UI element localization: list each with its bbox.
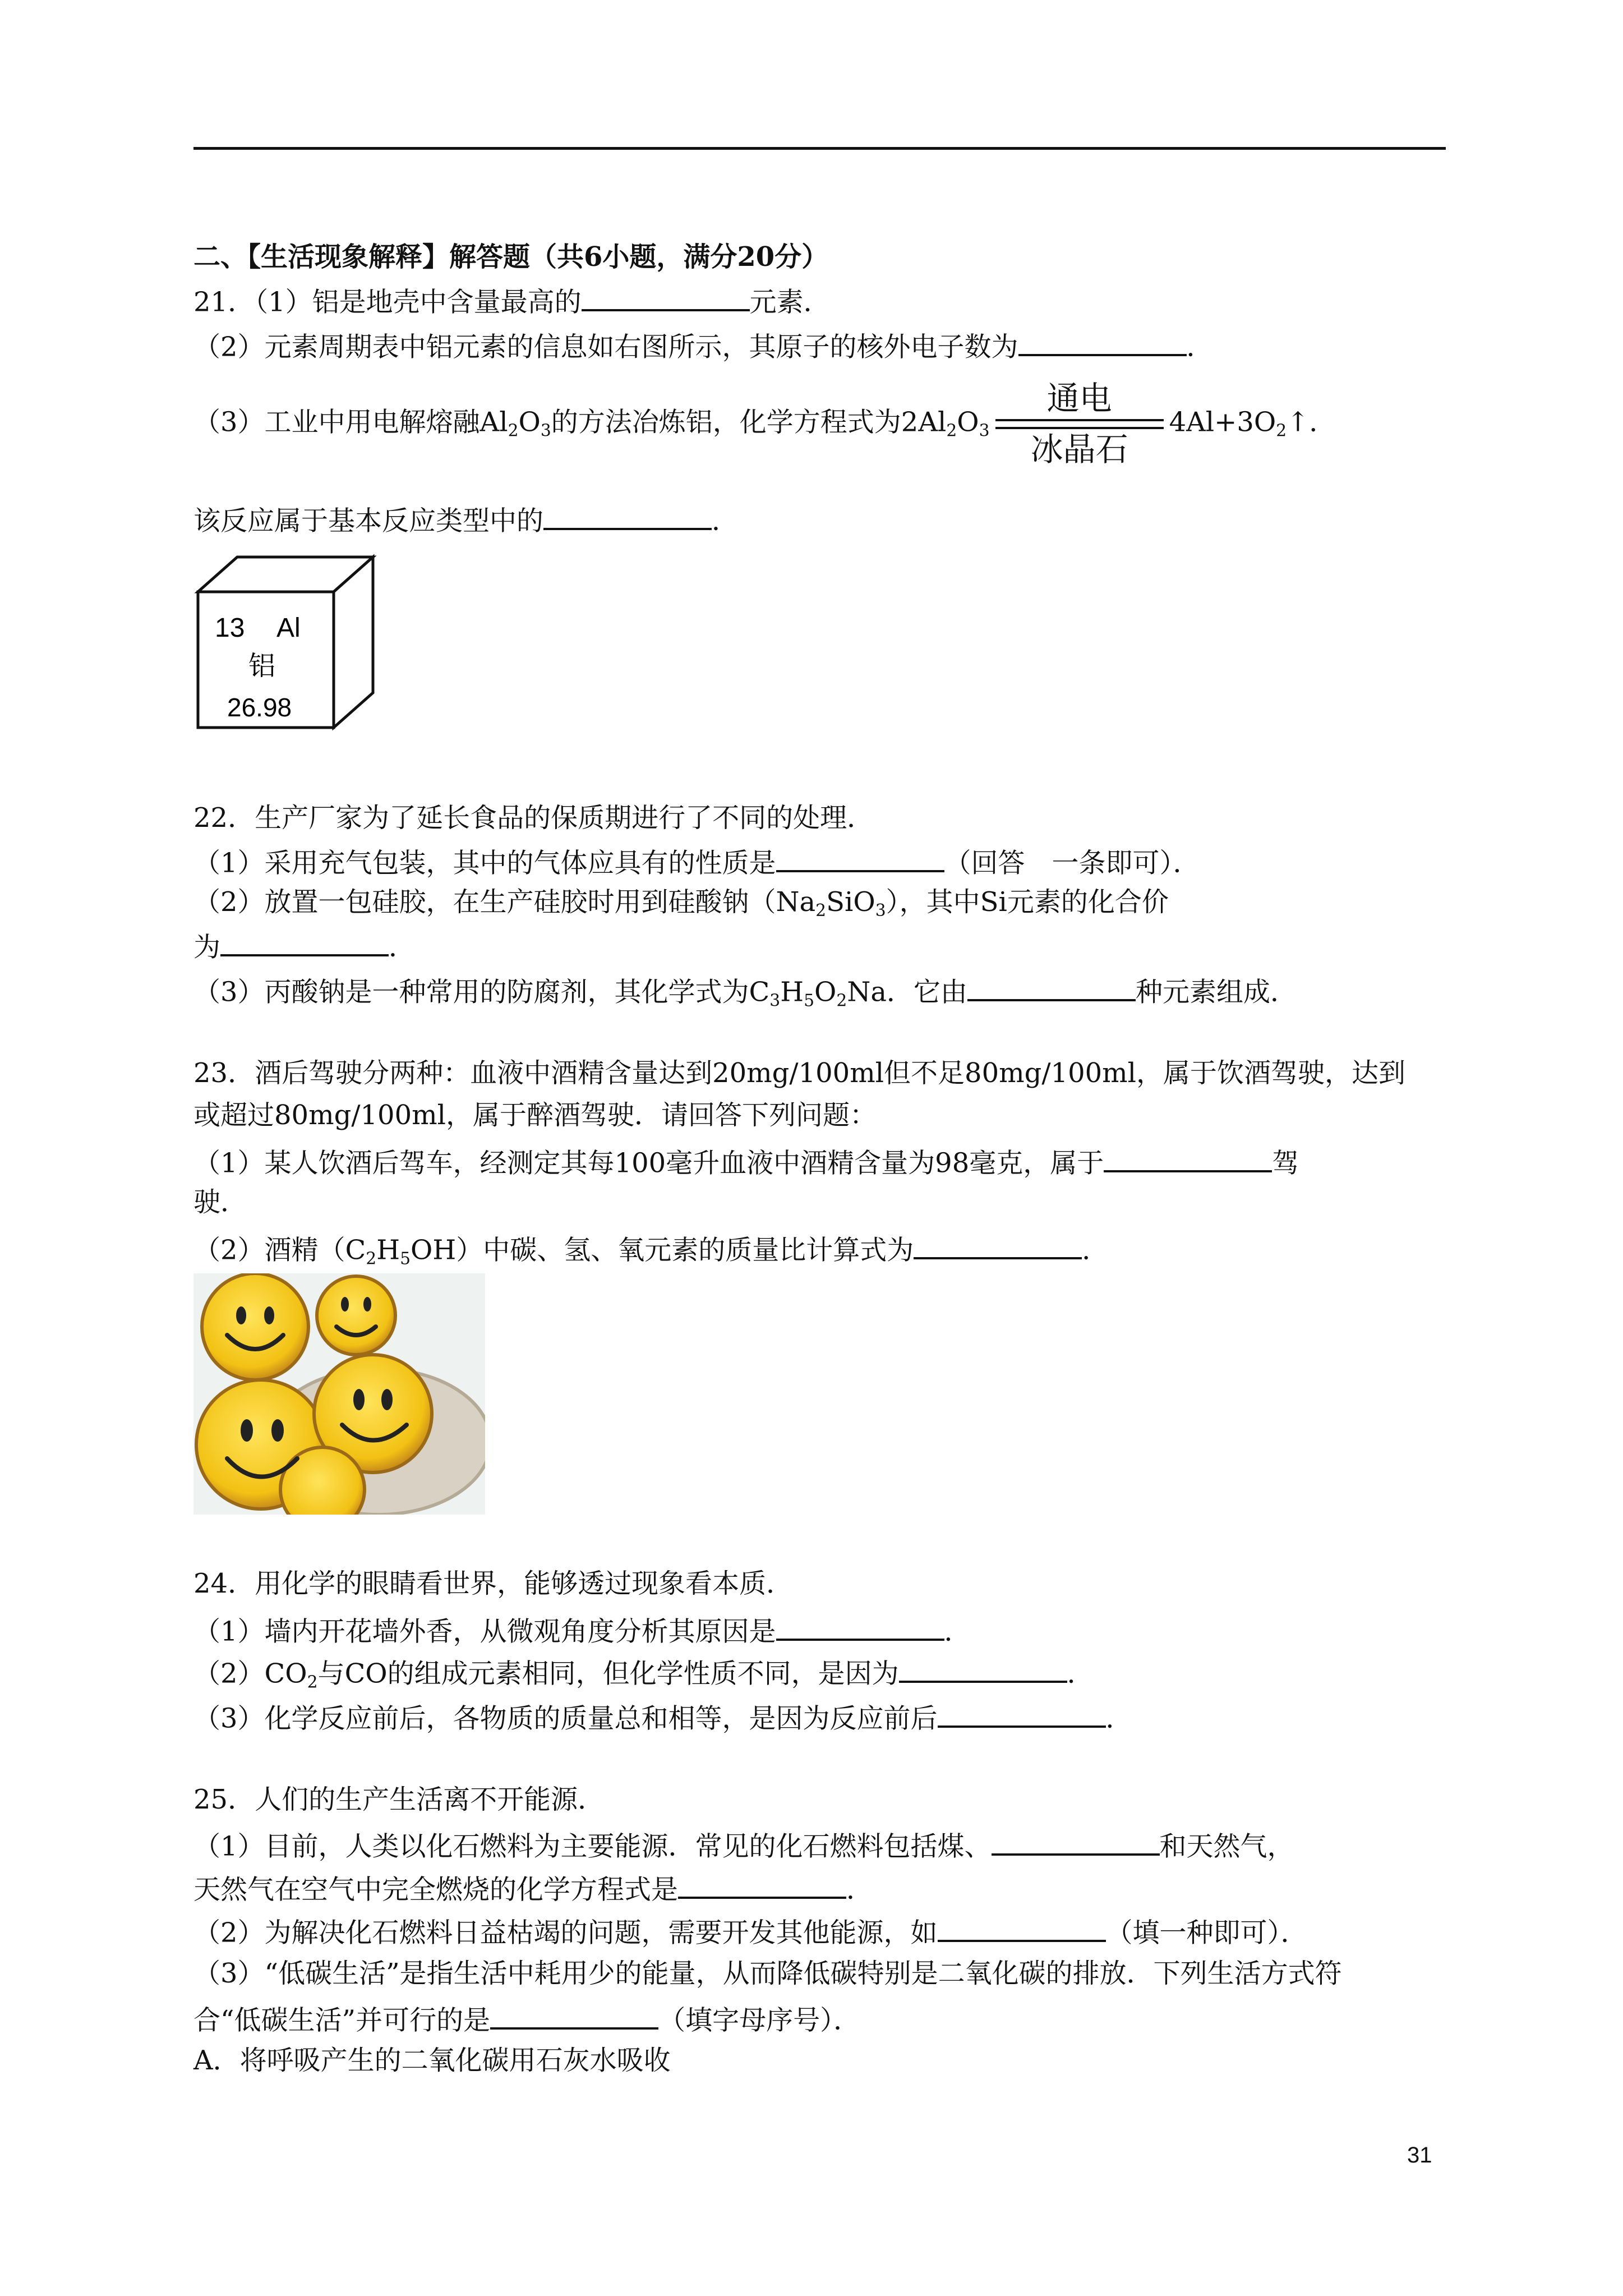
q22-line-5: （3）丙酸钠是一种常用的防腐剂，其化学式为$C_3H_5O_2Na$．它由 种元素组成． bbox=[193, 973, 1297, 1011]
q25-blank-2[interactable] bbox=[678, 1871, 846, 1899]
q24-line-1: 24．用化学的眼睛看世界，能够透过现象看本质． bbox=[193, 1568, 794, 1599]
q22-line-1: 22．生产厂家为了延长食品的保质期进行了不同的处理． bbox=[193, 802, 874, 834]
section-title: 二、【生活现象解释】解答题（共6小题，满分20分） bbox=[193, 241, 829, 273]
q21-line-3: （3）工业中用电解熔融$Al_2O_3$的方法冶炼铝，化学方程式为$2Al_2O_3$ 通电 冰晶石 $4Al+3O_2↑$． bbox=[193, 379, 1336, 468]
q23-line-4: 驶． bbox=[193, 1186, 248, 1218]
element-name: 铝 bbox=[248, 650, 276, 682]
element-mass: 26.98 bbox=[227, 693, 292, 722]
q22-line-3: （2）放置一包硅胶，在生产硅胶时用到硅酸钠$(Na_2SiO_3)$，其中Si元素的化合价 bbox=[193, 886, 1169, 921]
q24-blank-3[interactable] bbox=[938, 1700, 1106, 1728]
q25-line-6: 合“低碳生活”并可行的是 （填字母序号）． bbox=[193, 2001, 860, 2037]
q23-line-5: （2）酒精$(C_2H_5OH)$中碳、氢、氧元素的质量比计算式为 ． bbox=[193, 1231, 1109, 1269]
q22-blank-1[interactable] bbox=[776, 844, 944, 872]
q25-line-4: （2）为解决化石燃料日益枯竭的问题，需要开发其他能源，如 （填一种即可）． bbox=[193, 1914, 1308, 1949]
page-number: 31 bbox=[1407, 2143, 1432, 2168]
q21-line-1: 21．（1）铝是地壳中含量最高的 元素． bbox=[193, 283, 831, 319]
aluminum-element-cube bbox=[193, 553, 379, 732]
q23-blank-2[interactable] bbox=[914, 1231, 1082, 1259]
q21-blank-2[interactable] bbox=[1018, 328, 1187, 356]
q22-line-4: 为 ． bbox=[193, 928, 416, 964]
q24-line-2: （1）墙内开花墙外香，从微观角度分析其原因是 ． bbox=[193, 1613, 971, 1648]
q21-line-4: 该反应属于基本反应类型中的 ． bbox=[193, 502, 739, 537]
q24-line-4: （3）化学反应前后，各物质的质量总和相等，是因为反应前后 ． bbox=[193, 1700, 1133, 1735]
q25-line-2: （1）目前，人类以化石燃料为主要能源．常见的化石燃料包括煤、 和天然气， bbox=[193, 1828, 1294, 1863]
q23-blank-1[interactable] bbox=[1104, 1144, 1272, 1172]
q25-line-5: （3）“低碳生活”是指生活中耗用少的能量，从而降低碳特别是二氧化碳的排放．下列生活方式符 bbox=[193, 1958, 1342, 1989]
smiley-cookies-image bbox=[193, 1273, 485, 1515]
q25-option-a: A．将呼吸产生的二氧化碳用石灰水吸收 bbox=[193, 2045, 671, 2076]
q22-blank-2[interactable] bbox=[220, 928, 389, 956]
q24-line-3: $(2)CO_2$与CO的组成元素相同，但化学性质不同，是因为 ． bbox=[193, 1655, 1094, 1692]
q23-line-2: 或超过80mg/100ml，属于醉酒驾驶．请回答下列问题： bbox=[193, 1099, 877, 1131]
q25-line-3: 天然气在空气中完全燃烧的化学方程式是 ． bbox=[193, 1871, 873, 1906]
q24-blank-2[interactable] bbox=[899, 1655, 1067, 1683]
q23-line-3: （1）某人饮酒后驾车，经测定其每100毫升血液中酒精含量为98毫克，属于 驾 bbox=[193, 1144, 1299, 1180]
q25-blank-1[interactable] bbox=[992, 1828, 1160, 1856]
q25-blank-4[interactable] bbox=[490, 2001, 658, 2030]
q24-blank-1[interactable] bbox=[776, 1613, 944, 1641]
header-rule bbox=[193, 147, 1446, 150]
q21-blank-3[interactable] bbox=[543, 502, 712, 530]
q25-blank-3[interactable] bbox=[938, 1914, 1106, 1942]
element-number: 13 bbox=[215, 613, 245, 643]
q21-line-2: （2）元素周期表中铝元素的信息如右图所示，其原子的核外电子数为 ． bbox=[193, 328, 1214, 364]
q25-line-1: 25．人们的生产生活离不开能源． bbox=[193, 1784, 605, 1815]
element-symbol: Al bbox=[276, 613, 301, 643]
q22-line-2: （1）采用充气包装，其中的气体应具有的性质是 （回答 一条即可）． bbox=[193, 844, 1200, 880]
q23-line-1: 23．酒后驾驶分两种：血液中酒精含量达到20mg/100ml但不足80mg/100ml，属于饮酒驾驶，达到 bbox=[193, 1057, 1406, 1089]
q21-blank-1[interactable] bbox=[582, 283, 750, 311]
q22-blank-3[interactable] bbox=[967, 973, 1136, 1001]
equation-condition: 通电 冰晶石 bbox=[995, 381, 1164, 467]
